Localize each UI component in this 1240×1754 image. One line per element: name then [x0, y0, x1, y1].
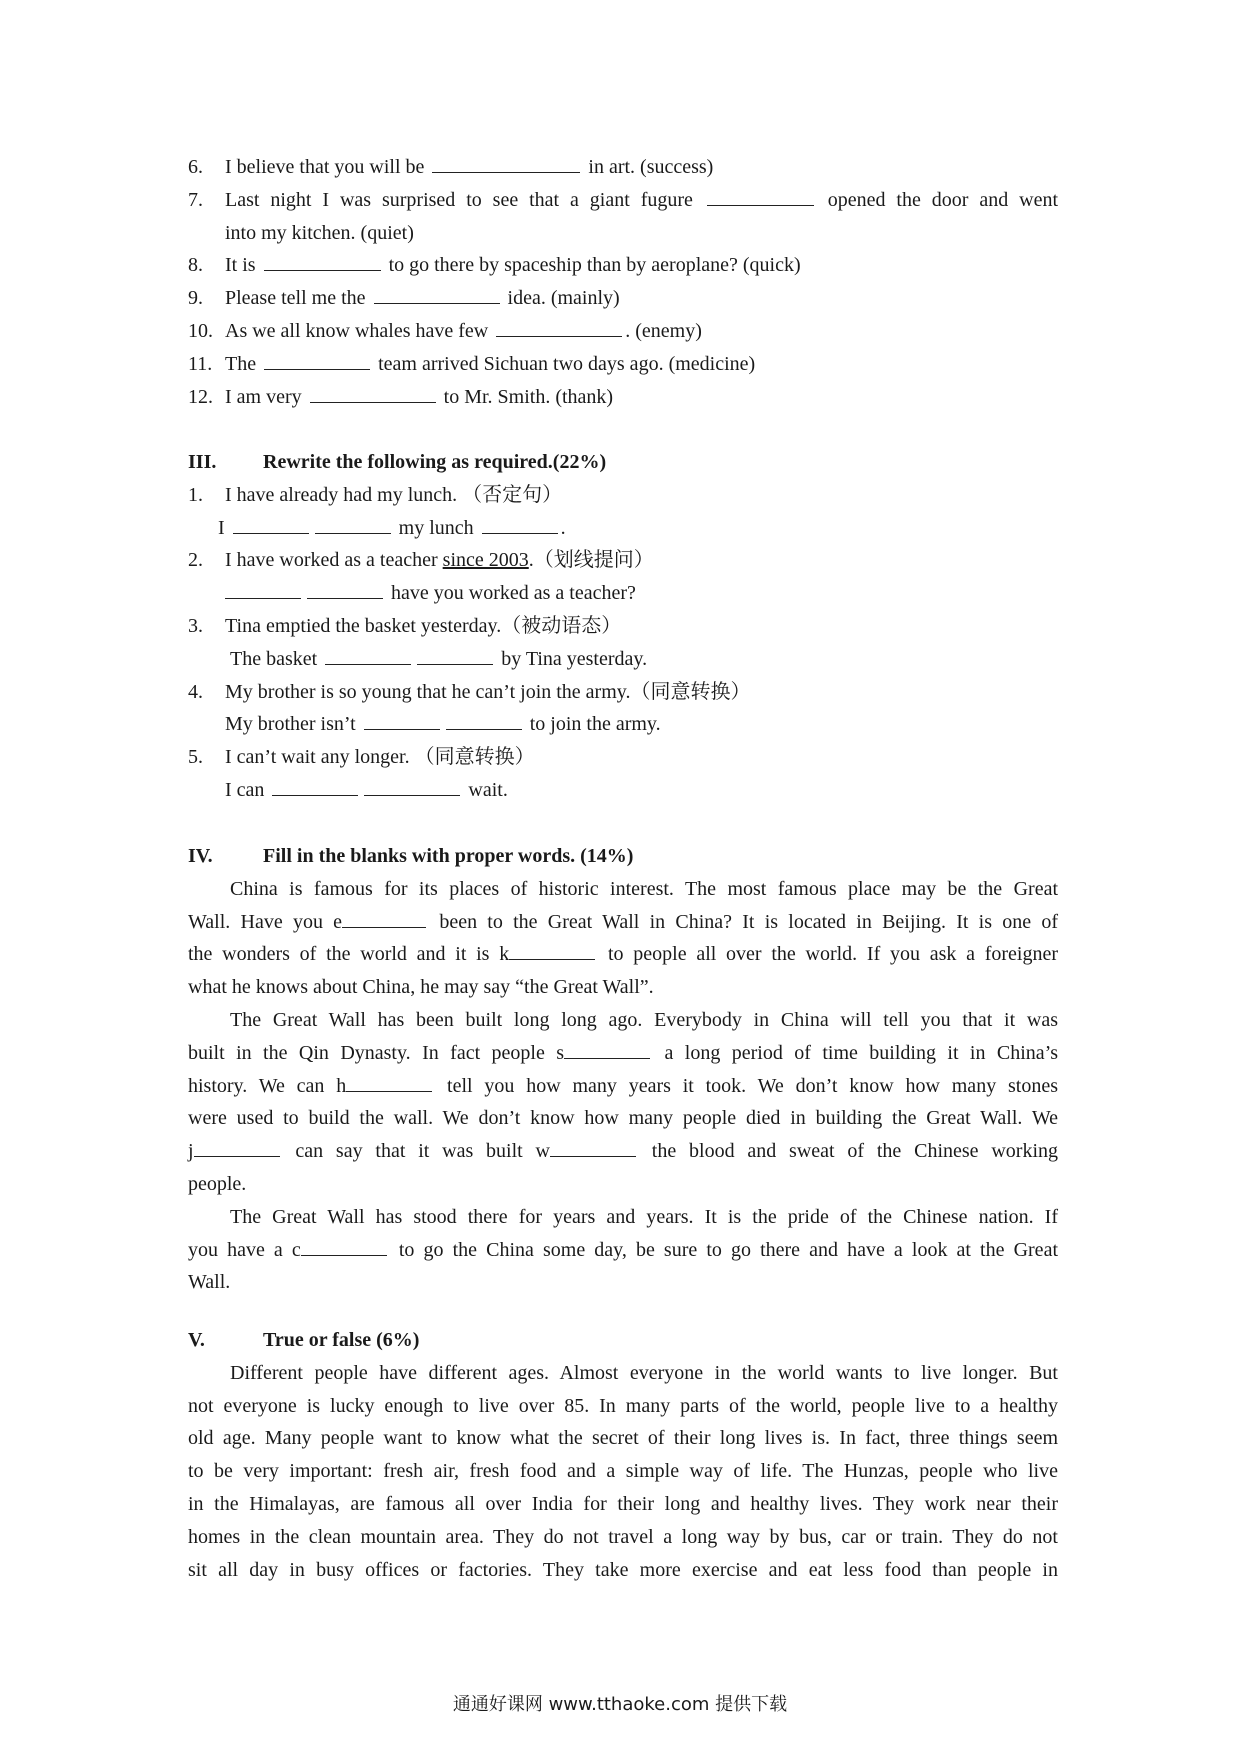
page-footer: 通通好课网 www.tthaoke.com 提供下载 [452, 1694, 788, 1715]
list-item: 3. Tina emptied the basket yesterday.（被动语态） [188, 614, 622, 637]
passage-line: j can say that it was built w the blood and sweat of the Chinese working [188, 1135, 1058, 1168]
passage-line: the wonders of the world and it is k to people all over the world. If you ask a foreigner [188, 938, 1058, 971]
list-item: 9. Please tell me the idea. (mainly) [188, 282, 1058, 315]
passage-line: old age. Many people want to know what the secret of their long lives is. In fact, three things seem [188, 1427, 1058, 1450]
section-5 [188, 1324, 1058, 1586]
passage-line: homes in the clean mountain area. They do not travel a long way by bus, car or train. They do not [188, 1525, 1058, 1548]
answer-blank[interactable] [446, 709, 522, 730]
answer-blank[interactable] [564, 1038, 650, 1059]
passage-line: people. [188, 1172, 247, 1195]
answer-blank[interactable] [194, 1136, 280, 1157]
passage-line: The Great Wall has stood there for years and years. It is the pride of the Chinese nation. If [230, 1205, 1058, 1228]
list-item-cont: into my kitchen. (quiet) [225, 221, 414, 244]
list-item: 10. As we all know whales have few . (enemy) [188, 315, 1058, 348]
answer-line: I can wait. [188, 774, 1058, 807]
list-item: 7. Last night I was surprised to see that a giant fugure opened the door and went [188, 184, 1058, 217]
section-2-items [188, 151, 1058, 413]
answer-line: have you worked as a teacher? [188, 577, 1058, 610]
passage-line: not everyone is lucky enough to live over 85. In many parts of the world, people live to a healthy [188, 1394, 1058, 1417]
answer-blank[interactable] [301, 1235, 387, 1256]
section-4 [188, 840, 1058, 1299]
list-item: 4. My brother is so young that he can’t join the army.（同意转换） [188, 680, 751, 703]
passage-line: to be very important: fresh air, fresh food and a simple way of life. The Hunzas, people who live [188, 1460, 1058, 1483]
answer-blank[interactable] [307, 578, 383, 599]
passage-line: Different people have different ages. Almost everyone in the world wants to live longer. But [230, 1361, 1058, 1384]
answer-blank[interactable] [417, 644, 493, 665]
answer-blank[interactable] [374, 283, 500, 304]
passage-line: Wall. [188, 1271, 231, 1294]
list-item: 11. The team arrived Sichuan two days ago. (medicine) [188, 348, 1058, 381]
passage-line: China is famous for its places of historic interest. The most famous place may be the Great [230, 877, 1058, 900]
passage-line: history. We can h tell you how many years it took. We don’t know how many stones [188, 1070, 1058, 1103]
answer-blank[interactable] [272, 775, 358, 796]
answer-line: My brother isn’t to join the army. [188, 708, 1058, 741]
answer-blank[interactable] [482, 513, 558, 534]
list-item: 2. I have worked as a teacher since 2003.（划线提问） [188, 549, 654, 572]
section-heading: IV. Fill in the blanks with proper words. (14%) [188, 845, 634, 867]
list-item: 8. It is to go there by spaceship than by aeroplane? (quick) [188, 249, 1058, 282]
answer-blank[interactable] [707, 185, 814, 206]
passage-line: were used to build the wall. We don’t know how many people died in building the Great Wall. We [188, 1107, 1058, 1130]
answer-blank[interactable] [496, 316, 622, 337]
answer-blank[interactable] [233, 513, 309, 534]
answer-blank[interactable] [264, 250, 381, 271]
answer-line: I my lunch . [188, 512, 1058, 545]
answer-blank[interactable] [364, 775, 460, 796]
passage-line: what he knows about China, he may say “the Great Wall”. [188, 976, 654, 999]
answer-blank[interactable] [364, 709, 440, 730]
passage-line: sit all day in busy offices or factories. They take more exercise and eat less food than people in [188, 1558, 1058, 1581]
answer-blank[interactable] [509, 939, 595, 960]
passage-line: The Great Wall has been built long long ago. Everybody in China will tell you that it was [230, 1008, 1058, 1031]
answer-line: The basket by Tina yesterday. [188, 643, 1058, 676]
answer-blank[interactable] [310, 382, 436, 403]
answer-blank[interactable] [342, 907, 426, 928]
section-heading: III. Rewrite the following as required.(22%) [188, 451, 607, 473]
list-item: 5. I can’t wait any longer. （同意转换） [188, 746, 535, 769]
answer-blank[interactable] [264, 349, 370, 370]
passage-line: in the Himalayas, are famous all over India for their long and healthy lives. They work near their [188, 1492, 1058, 1515]
answer-blank[interactable] [346, 1071, 432, 1092]
section-3 [188, 446, 1058, 807]
section-heading: V. True or false (6%) [188, 1329, 420, 1351]
answer-blank[interactable] [315, 513, 391, 534]
passage-line: Wall. Have you e been to the Great Wall in China? It is located in Beijing. It is one of [188, 906, 1058, 939]
passage-line: built in the Qin Dynasty. In fact people s a long period of time building it in China’s [188, 1037, 1058, 1070]
list-item: 1. I have already had my lunch. （否定句） [188, 483, 563, 506]
answer-blank[interactable] [432, 152, 580, 173]
list-item: 12. I am very to Mr. Smith. (thank) [188, 381, 1058, 414]
passage-line: you have a c to go the China some day, be sure to go there and have a look at the Great [188, 1234, 1058, 1267]
answer-blank[interactable] [550, 1136, 636, 1157]
answer-blank[interactable] [225, 578, 301, 599]
list-item: 6. I believe that you will be in art. (success) [188, 151, 1058, 184]
answer-blank[interactable] [325, 644, 411, 665]
